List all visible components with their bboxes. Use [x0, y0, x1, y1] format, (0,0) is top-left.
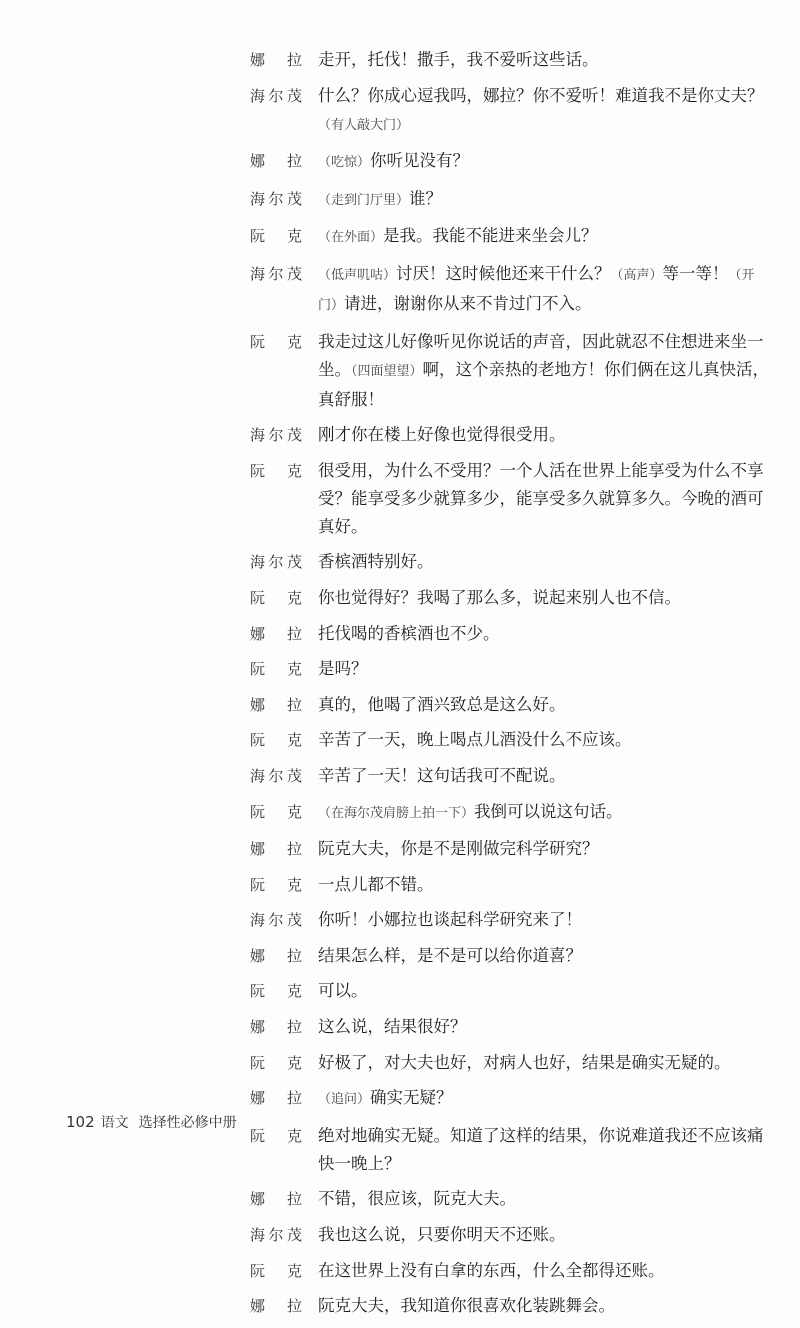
speech-text: [318, 584, 772, 612]
speaker-name: 阮 克: [250, 461, 302, 480]
speech-text: [318, 421, 772, 449]
speaker-name: 娜 拉: [250, 1190, 302, 1209]
spoken-line: 在这世界上没有白拿的东西，什么全都得还账。: [318, 1260, 665, 1280]
spoken-line: 我走过这儿好像听见你说话的声音，因此就忍不住想进来坐一坐。: [318, 331, 764, 379]
spoken-line: 绝对地确实无疑。知道了这样的结果，你说难道我还不应该痛快一晚上？: [318, 1125, 764, 1173]
speaker-name: 阮 克: [250, 332, 302, 351]
speaker-name: 阮 克: [250, 1053, 302, 1072]
dialogue-line: [250, 1292, 790, 1320]
spoken-line: 不错，很应该，阮克大夫。: [318, 1189, 516, 1209]
speaker-name: 阮 克: [250, 1261, 302, 1280]
speech-text: [318, 46, 772, 74]
speech-text: [318, 798, 772, 828]
dialogue-line: [250, 726, 790, 754]
dialogue-line: [250, 1257, 790, 1285]
dialogue-line: [250, 147, 790, 177]
page-footer: [66, 1112, 237, 1132]
spoken-line: 很受用，为什么不受用？一个人活在世界上能享受为什么不享受？能享受多少就算多少，能享受多久就算多久。今晚的酒可真好。: [318, 460, 764, 536]
dialogue-line: [250, 222, 790, 252]
stage-direction: （在外面）: [318, 230, 384, 246]
spoken-line: 是吗？: [318, 659, 368, 679]
speaker-name: 阮 克: [250, 588, 302, 607]
speech-text: [318, 82, 772, 140]
speech-text: [318, 762, 772, 790]
speech-text: [318, 548, 772, 576]
spoken-line: 阮克大夫，你是不是刚做完科学研究？: [318, 839, 599, 859]
speaker-name: 娜 拉: [250, 946, 302, 965]
speech-text: [318, 1049, 772, 1077]
dialogue-line: [250, 977, 790, 1005]
speech-text: [318, 1292, 772, 1320]
dialogue-line: [250, 1013, 790, 1041]
spoken-line: 辛苦了一天，晚上喝点儿酒没什么不应该。: [318, 730, 632, 750]
speaker-name: 娜 拉: [250, 51, 302, 69]
stage-direction: （高声）: [610, 267, 663, 283]
speaker-name: 海尔茂: [250, 911, 302, 930]
speaker-name: 娜 拉: [250, 695, 302, 714]
speech-text: [318, 1185, 772, 1213]
spoken-line: 结果怎么样，是不是可以给你道喜？: [318, 945, 582, 965]
speech-text: [318, 691, 772, 719]
dialogue-line: [250, 655, 790, 683]
spoken-line: 真的，他喝了酒兴致总是这么好。: [318, 694, 566, 714]
speaker-name: 娜 拉: [250, 152, 302, 171]
speech-text: [318, 1122, 772, 1178]
speaker-name: 娜 拉: [250, 624, 302, 643]
speech-text: [318, 726, 772, 754]
dialogue-line: [250, 942, 790, 970]
dialogue-line: [250, 1049, 790, 1077]
speech-text: [318, 185, 772, 215]
spoken-line: 你听！小娜拉也谈起科学研究来了！: [318, 910, 582, 930]
speech-text: [318, 147, 772, 177]
speaker-name: 海尔茂: [250, 264, 302, 283]
speaker-name: 娜 拉: [250, 840, 302, 859]
book-volume: 选择性必修中册: [138, 1115, 237, 1131]
speaker-name: 海尔茂: [250, 1226, 302, 1245]
spoken-line: 我也这么说，只要你明天不还账。: [318, 1225, 566, 1245]
speech-text: [318, 942, 772, 970]
speech-text: [318, 222, 772, 252]
stage-direction: （吃惊）: [318, 155, 371, 171]
spoken-line: 辛苦了一天！这句话我可不配说。: [318, 765, 566, 785]
spoken-line: 等一等！: [662, 263, 729, 283]
spoken-line: 阮克大夫，我知道你很喜欢化装跳舞会。: [318, 1296, 615, 1316]
speaker-name: 阮 克: [250, 660, 302, 679]
spoken-line: 你听见没有？: [370, 151, 470, 171]
speech-text: [318, 620, 772, 648]
stage-direction: （开门）: [318, 267, 755, 313]
spoken-line: 香槟酒特别好。: [318, 552, 434, 572]
dialogue-line: [250, 584, 790, 612]
spoken-line: 刚才你在楼上好像也觉得很受用。: [318, 425, 566, 445]
speaker-name: 娜 拉: [250, 1297, 302, 1316]
speech-text: [318, 1221, 772, 1249]
dialogue-line: [250, 798, 790, 828]
stage-direction: （追问）: [318, 1092, 371, 1108]
stage-direction: （在海尔茂肩膀上拍一下）: [318, 805, 475, 821]
book-subject: 语文: [100, 1115, 129, 1131]
dialogue-line: [250, 762, 790, 790]
spoken-line: 是我。我能不能进来坐会儿？: [383, 226, 598, 246]
spoken-line: 一点儿都不错。: [318, 874, 434, 894]
stage-direction: （有人敲大门）: [318, 117, 410, 133]
stage-direction: （四面望望）: [351, 363, 423, 379]
speaker-name: 娜 拉: [250, 1089, 302, 1108]
dialogue-line: [250, 548, 790, 576]
spoken-line: 讨厌！这时候他还来干什么？: [396, 263, 611, 283]
dialogue-line: [250, 260, 790, 320]
speech-text: [318, 1084, 772, 1114]
speaker-name: 海尔茂: [250, 766, 302, 785]
dialogue-line: [250, 620, 790, 648]
dialogue-line: [250, 421, 790, 449]
dialogue-line: [250, 691, 790, 719]
speech-text: [318, 260, 772, 320]
spoken-line: 走开，托伐！撒手，我不爱听这些话。: [318, 50, 599, 69]
speaker-name: 海尔茂: [250, 553, 302, 572]
speaker-name: 阮 克: [250, 227, 302, 246]
speech-text: [318, 328, 772, 414]
stage-direction: （走到门厅里）: [318, 192, 410, 208]
spoken-line: 托伐喝的香槟酒也不少。: [318, 623, 500, 643]
spoken-line: 请进，谢谢你从来不肯过门不入。: [344, 293, 592, 313]
spoken-line: 什么？你成心逗我吗，娜拉？你不爱听！难道我不是你丈夫？: [318, 85, 764, 105]
speaker-name: 阮 克: [250, 802, 302, 821]
spoken-line: 你也觉得好？我喝了那么多，说起来别人也不信。: [318, 587, 681, 607]
speech-text: [318, 977, 772, 1005]
spoken-line: 这么说，结果很好？: [318, 1017, 467, 1037]
dialogue-line: [250, 185, 790, 215]
speaker-name: 娜 拉: [250, 1018, 302, 1037]
speaker-name: 阮 克: [250, 982, 302, 1001]
speaker-name: 阮 克: [250, 1126, 302, 1145]
dialogue-line: [250, 1084, 790, 1114]
page-number: 102: [66, 1113, 95, 1131]
dialogue-line: [250, 1122, 790, 1178]
speaker-name: 海尔茂: [250, 189, 302, 208]
spoken-line: 啊，这个亲热的老地方！你们俩在这儿真快活，真舒服！: [318, 359, 770, 409]
spoken-line: 好极了，对大夫也好，对病人也好，结果是确实无疑的。: [318, 1052, 731, 1072]
dialogue-line: [250, 1221, 790, 1249]
dialogue-line: [250, 328, 790, 414]
speaker-name: 海尔茂: [250, 86, 302, 105]
spoken-line: 确实无疑？: [370, 1088, 453, 1108]
speech-text: [318, 906, 772, 934]
dialogue-line: [250, 1185, 790, 1213]
dialogue-line: [250, 906, 790, 934]
spoken-line: 谁？: [409, 188, 443, 208]
dialogue-line: [250, 457, 790, 541]
dialogue-line: [250, 871, 790, 899]
stage-direction: （低声叽咕）: [318, 267, 397, 283]
speech-text: [318, 835, 772, 863]
speech-text: [318, 871, 772, 899]
speaker-name: 海尔茂: [250, 426, 302, 445]
dialogue-line: [250, 835, 790, 863]
speech-text: [318, 1257, 772, 1285]
speaker-name: 阮 克: [250, 875, 302, 894]
speech-text: [318, 457, 772, 541]
spoken-line: 我倒可以说这句话。: [474, 801, 623, 821]
script-dialogue: [250, 46, 790, 1328]
speech-text: [318, 1013, 772, 1041]
dialogue-line: [250, 46, 790, 74]
speech-text: [318, 655, 772, 683]
dialogue-line: [250, 82, 790, 140]
speaker-name: 阮 克: [250, 731, 302, 750]
spoken-line: 可以。: [318, 981, 368, 1001]
